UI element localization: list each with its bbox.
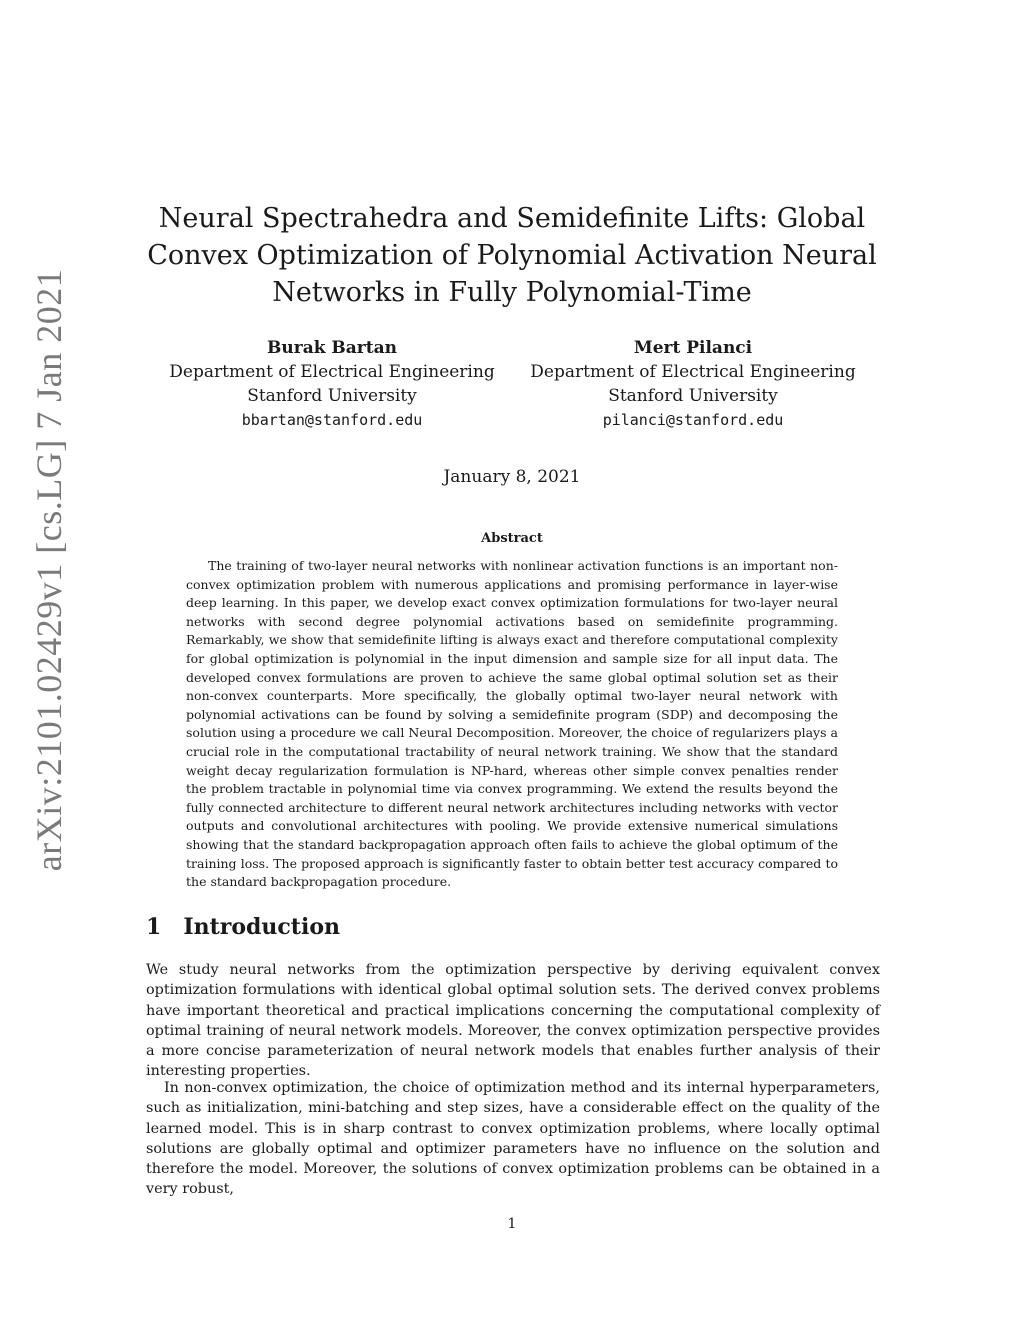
- author-block-2: [523, 336, 863, 432]
- arxiv-identifier-text: arXiv:2101.02429v1 [cs.LG] 7 Jan 2021: [29, 268, 70, 872]
- section-number: 1: [146, 914, 162, 940]
- intro-paragraph-2: In non-convex optimization, the choice of optimization method and its internal hyperparameters, such as initialization, mini-batching and step sizes, have a considerable effect on the quality of the learned model. This is in sharp contrast to convex optimization problems, where locally optimal solutions are globally optimal and optimizer parameters have no influence on the solution and therefore the model. Moreover, the solutions of convex optimization problems can be obtained in a very robust,: [146, 1080, 880, 1198]
- author-name: Burak Bartan: [267, 338, 397, 358]
- author-university: Stanford University: [608, 386, 778, 406]
- section-title: Introduction: [183, 914, 340, 940]
- arxiv-identifier: [26, 210, 72, 930]
- author-university: Stanford University: [247, 386, 417, 406]
- abstract-heading: Abstract: [481, 531, 543, 546]
- section-heading: [146, 914, 340, 940]
- publication-date: January 8, 2021: [443, 467, 581, 487]
- abstract-text: The training of two-layer neural networks with nonlinear activation functions is an important non-convex optimization problem with numerous applications and promising performance in layer-wise deep learning. In this paper, we develop exact convex optimization formulations for two-layer neural networks with second degree polynomial activations based on semidefinite programming. Remarkably, we show that semidefinite lifting is always exact and therefore computational complexity for global optimization is polynomial in the input dimension and sample size for all input data. The developed convex formulations are proven to achieve the same global optimal solution set as their non-convex counterparts. More specifically, the globally optimal two-layer neural network with polynomial activations can be found by solving a semidefinite program (SDP) and decomposing the solution using a procedure we call Neural Decomposition. Moreover, the choice of regularizers plays a crucial role in the computational tractability of neural network training. We show that the standard weight decay regularization formulation is NP-hard, whereas other simple convex penalties render the problem tractable in polynomial time via convex programming. We extend the results beyond the fully connected architecture to different neural network architectures including networks with vector outputs and convolutional architectures with pooling. We provide extensive numerical simulations showing that the standard backpropagation approach often fails to achieve the global optimum of the training loss. The proposed approach is significantly faster to obtain better test accuracy compared to the standard backpropagation procedure.: [186, 558, 838, 890]
- page-number: 1: [507, 1216, 517, 1232]
- author-block-1: [162, 336, 502, 432]
- author-email: pilanci@stanford.edu: [602, 411, 784, 429]
- author-department: Department of Electrical Engineering: [530, 362, 856, 382]
- author-department: Department of Electrical Engineering: [169, 362, 495, 382]
- author-email: bbartan@stanford.edu: [241, 411, 423, 429]
- author-name: Mert Pilanci: [633, 338, 753, 358]
- intro-paragraph-1: We study neural networks from the optimization perspective by deriving equivalent convex optimization formulations with identical global optimal solution sets. The derived convex problems have important theoretical and practical implications concerning the computational complexity of optimal training of neural network models. Moreover, the convex optimization perspective provides a more concise parameterization of neural network models that enables further analysis of their interesting properties.: [146, 962, 880, 1080]
- paper-title: Neural Spectrahedra and Semidefinite Lifts: Global Convex Optimization of Polynomial Activation Neural Networks in Fully Polynomial-Time: [147, 203, 877, 308]
